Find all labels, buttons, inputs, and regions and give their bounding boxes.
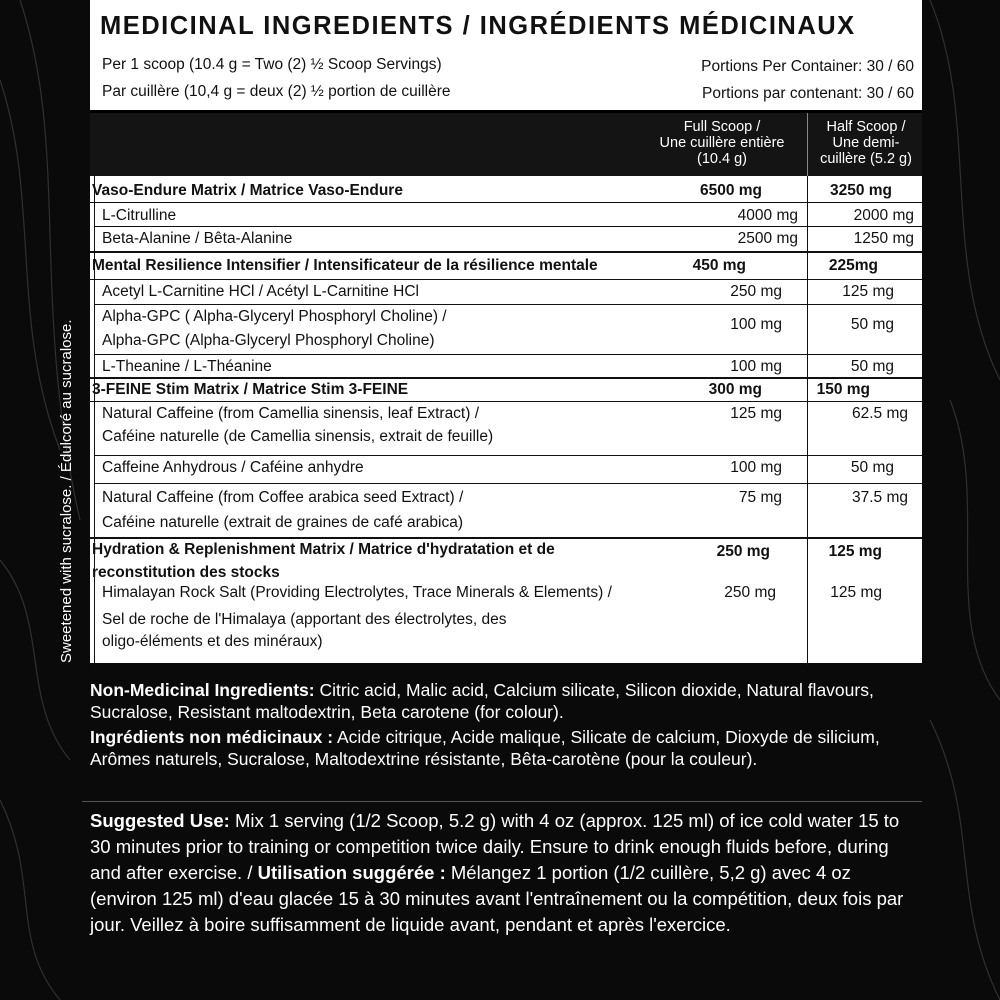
value-half: 125 mg	[828, 543, 882, 560]
serving-size-fr: Par cuillère (10,4 g = deux (2) ½ portion de cuillère	[102, 83, 451, 100]
value-full: 100 mg	[730, 459, 782, 476]
table-row-hydration-matrix-2: reconstitution des stocks	[92, 564, 280, 581]
table-row-l-theanine: L-Theanine / L-Théanine	[102, 358, 272, 375]
portions-en: Portions Per Container: 30 / 60	[701, 58, 914, 75]
section-divider	[82, 801, 922, 802]
non-medicinal-en: Non-Medicinal Ingredients: Citric acid, Malic acid, Calcium silicate, Silicon dioxide, Natural flavours, Sucralose, Resistant maltodextrin, Beta carotene (for colour).	[90, 680, 874, 722]
value-half: 125 mg	[842, 283, 894, 300]
table-row-mental-resilience: Mental Resilience Intensifier / Intensificateur de la résilience mentale	[92, 257, 598, 274]
value-half: 1250 mg	[853, 230, 914, 247]
portions-fr: Portions par contenant: 30 / 60	[702, 85, 914, 102]
value-full: 250 mg	[716, 543, 770, 560]
value-full: 125 mg	[730, 405, 782, 422]
value-full: 75 mg	[738, 489, 782, 506]
value-full: 450 mg	[692, 257, 746, 274]
value-full: 250 mg	[724, 584, 776, 601]
value-full: 100 mg	[730, 358, 782, 375]
table-row-alpha-gpc-fr: Alpha-GPC (Alpha-Glyceryl Phosphoryl Choline)	[102, 332, 435, 349]
table-row-acetyl-l-carnitine: Acetyl L-Carnitine HCl / Acétyl L-Carnitine HCl	[102, 283, 419, 300]
value-half: 2000 mg	[853, 207, 914, 224]
header-full-scoop: Full Scoop / Une cuillère entière (10.4 g)	[659, 119, 785, 167]
ingredients-table	[90, 110, 922, 666]
suggested-use-text: Suggested Use: Mix 1 serving (1/2 Scoop, 5.2 g) with 4 oz (approx. 125 ml) of ice cold water 15 to 30 minutes prior to training or competition twice daily. Ensure to drink enough fluids before, during and after exercise. / Utilisation suggérée : Mélangez 1 portion (1/2 cuillère, 5,2 g) avec 4 oz (environ 125 ml) d'eau glacée 15 à 30 minutes avant l'entraînement ou la compétition, deux fois par jour. Veillez à boire suffisamment de liquide avant, pendant et après l'exercice.	[90, 810, 904, 935]
value-half: 50 mg	[850, 358, 894, 375]
value-full: 250 mg	[730, 283, 782, 300]
panel-title: MEDICINAL INGREDIENTS / INGRÉDIENTS MÉDICINAUX	[100, 12, 856, 40]
table-row-alpha-gpc: Alpha-GPC ( Alpha-Glyceryl Phosphoryl Choline) /	[102, 308, 447, 325]
table-row-natural-caffeine-camellia-fr: Caféine naturelle (de Camellia sinensis, extrait de feuille)	[102, 428, 494, 445]
column-divider	[807, 176, 808, 666]
value-full: 300 mg	[708, 381, 762, 398]
table-row-natural-caffeine-coffee: Natural Caffeine (from Coffee arabica seed Extract) /	[102, 489, 464, 506]
table-header	[90, 113, 922, 176]
non-medicinal-fr: Ingrédients non médicinaux : Acide citrique, Acide malique, Silicate de calcium, Dioxyde de silicium, Arômes naturels, Sucralose, Maltodextrine résistante, Bêta-carotène (pour la couleur).	[90, 727, 880, 769]
table-row-stim-matrix: 3-FEINE Stim Matrix / Matrice Stim 3-FEINE	[92, 381, 409, 398]
value-full: 6500 mg	[699, 182, 762, 199]
table-row-himalayan-salt: Himalayan Rock Salt (Providing Electrolytes, Trace Minerals & Elements) /	[102, 584, 612, 601]
value-full: 100 mg	[730, 316, 782, 333]
value-full: 4000 mg	[737, 207, 798, 224]
table-row-himalayan-salt-fr: Sel de roche de l'Himalaya (apportant des électrolytes, des	[102, 611, 507, 628]
table-row-natural-caffeine-camellia: Natural Caffeine (from Camellia sinensis, leaf Extract) /	[102, 405, 480, 422]
table-row-hydration-matrix: Hydration & Replenishment Matrix / Matrice d'hydratation et de	[92, 541, 555, 558]
table-row-caffeine-anhydrous: Caffeine Anhydrous / Caféine anhydre	[102, 459, 364, 476]
value-half: 37.5 mg	[851, 489, 908, 506]
medicinal-ingredients-panel	[90, 0, 922, 663]
table-row-himalayan-salt-fr-2: oligo-éléments et des minéraux)	[102, 633, 323, 650]
suggested-use-section	[90, 808, 920, 938]
header-half-scoop: Half Scoop / Une demi- cuillère (5.2 g)	[820, 119, 912, 167]
table-row-l-citrulline: L-Citrulline	[102, 207, 177, 224]
serving-size-en: Per 1 scoop (10.4 g = Two (2) ½ Scoop Servings)	[102, 56, 442, 73]
non-medicinal-section	[90, 680, 930, 770]
table-row-vaso-endure: Vaso-Endure Matrix / Matrice Vaso-Endure	[92, 182, 403, 199]
value-half: 150 mg	[816, 381, 870, 398]
value-half: 50 mg	[850, 316, 894, 333]
value-half: 225mg	[828, 257, 878, 274]
value-half: 62.5 mg	[851, 405, 908, 422]
value-half: 50 mg	[850, 459, 894, 476]
table-row-natural-caffeine-coffee-fr: Caféine naturelle (extrait de graines de café arabica)	[102, 514, 464, 531]
value-full: 2500 mg	[737, 230, 798, 247]
value-half: 3250 mg	[829, 182, 892, 199]
table-row-beta-alanine: Beta-Alanine / Bêta-Alanine	[102, 230, 293, 247]
value-half: 125 mg	[830, 584, 882, 601]
sweetener-note: Sweetened with sucralose. / Édulcoré au sucralose.	[58, 319, 75, 663]
